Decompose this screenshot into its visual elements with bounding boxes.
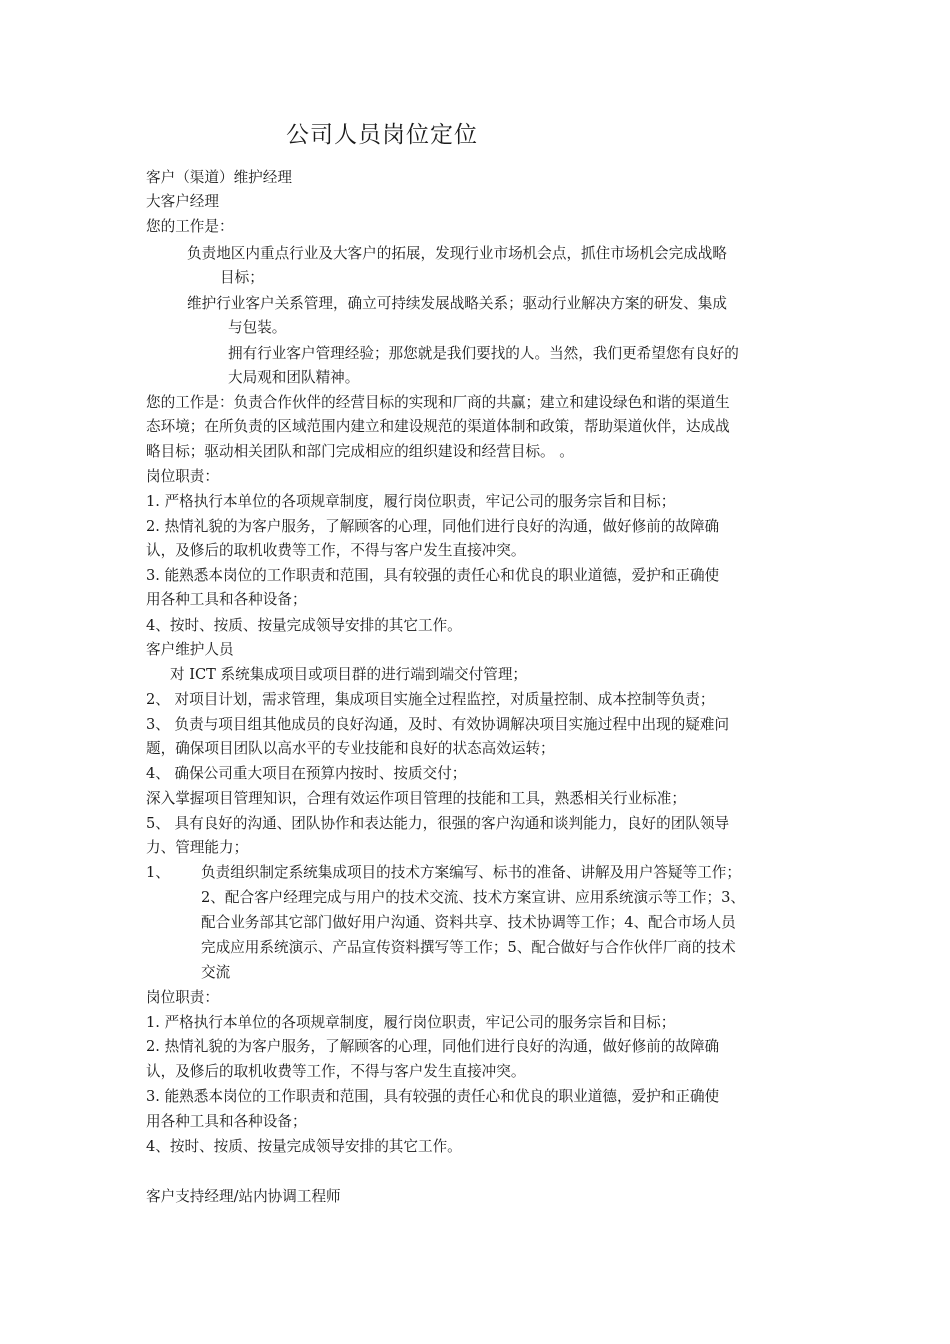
- list-item: 3. 能熟悉本岗位的工作职责和范围，具有较强的责任心和优良的职业道德，爱护和正确使: [146, 1088, 720, 1105]
- list-marker: 1、: [146, 864, 170, 881]
- list-item: 2、 对项目计划，需求管理，集成项目实施全过程监控，对质量控制、成本控制等负责；: [146, 691, 715, 708]
- paragraph-line: 目标；: [220, 269, 264, 286]
- list-item: 认，及修后的取机收费等工作，不得与客户发生直接冲突。: [146, 1063, 526, 1080]
- paragraph-line: 您的工作是：: [146, 218, 234, 235]
- section-heading: 岗位职责：: [146, 468, 219, 485]
- list-item: 1. 严格执行本单位的各项规章制度，履行岗位职责，牢记公司的服务宗旨和目标；: [146, 1014, 676, 1031]
- list-item: 力、管理能力；: [146, 839, 249, 856]
- list-item: 负责组织制定系统集成项目的技术方案编写、标书的准备、讲解及用户答疑等工作；: [201, 864, 741, 881]
- list-item: 用各种工具和各种设备；: [146, 1113, 307, 1130]
- list-item: 配合业务部其它部门做好用户沟通、资料共享、技术协调等工作；4、配合市场人员: [201, 914, 736, 931]
- section-heading: 岗位职责：: [146, 989, 219, 1006]
- section-heading: 大客户经理: [146, 193, 219, 210]
- list-item: 对 ICT 系统集成项目或项目群的进行端到端交付管理；: [170, 666, 528, 683]
- list-item: 用各种工具和各种设备；: [146, 591, 307, 608]
- list-item: 4、按时、按质、按量完成领导安排的其它工作。: [146, 1138, 462, 1155]
- list-item: 2、配合客户经理完成与用户的技术交流、技术方案宣讲、应用系统演示等工作；3、: [201, 889, 745, 906]
- list-item: 2. 热情礼貌的为客户服务，了解顾客的心理，同他们进行良好的沟通，做好修前的故障确: [146, 518, 720, 535]
- list-item: 交流: [201, 964, 231, 981]
- list-item: 4、按时、按质、按量完成领导安排的其它工作。: [146, 617, 462, 634]
- page-title: 公司人员岗位定位: [286, 122, 478, 148]
- paragraph-line: 态环境；在所负责的区域范围内建立和建设规范的渠道体制和政策，帮助渠道伙伴，达成战: [146, 418, 730, 435]
- section-heading: 客户维护人员: [146, 641, 234, 658]
- section-heading: 客户（渠道）维护经理: [146, 169, 292, 186]
- paragraph-line: 拥有行业客户管理经验；那您就是我们要找的人。当然，我们更希望您有良好的: [228, 345, 739, 362]
- paragraph-line: 大局观和团队精神。: [228, 369, 360, 386]
- paragraph-line: 您的工作是：负责合作伙伴的经营目标的实现和厂商的共赢；建立和建设绿色和谐的渠道生: [146, 394, 730, 411]
- list-item: 3、 负责与项目组其他成员的良好沟通，及时、有效协调解决项目实施过程中出现的疑难问: [146, 716, 730, 733]
- list-item: 题，确保项目团队以高水平的专业技能和良好的状态高效运转；: [146, 740, 555, 757]
- list-item: 5、 具有良好的沟通、团队协作和表达能力，很强的客户沟通和谈判能力，良好的团队领导: [146, 815, 730, 832]
- paragraph-line: 负责地区内重点行业及大客户的拓展，发现行业市场机会点，抓住市场机会完成战略: [187, 245, 727, 262]
- section-heading: 客户支持经理/站内协调工程师: [146, 1188, 341, 1205]
- list-item: 1. 严格执行本单位的各项规章制度，履行岗位职责，牢记公司的服务宗旨和目标；: [146, 493, 676, 510]
- paragraph-line: 维护行业客户关系管理，确立可持续发展战略关系；驱动行业解决方案的研发、集成: [187, 295, 727, 312]
- paragraph-line: 深入掌握项目管理知识，合理有效运作项目管理的技能和工具，熟悉相关行业标准；: [146, 790, 686, 807]
- list-item: 4、 确保公司重大项目在预算内按时、按质交付；: [146, 765, 467, 782]
- list-item: 2. 热情礼貌的为客户服务，了解顾客的心理，同他们进行良好的沟通，做好修前的故障确: [146, 1038, 720, 1055]
- list-item: 3. 能熟悉本岗位的工作职责和范围，具有较强的责任心和优良的职业道德，爱护和正确使: [146, 567, 720, 584]
- paragraph-line: 与包装。: [228, 319, 287, 336]
- list-item: 认，及修后的取机收费等工作，不得与客户发生直接冲突。: [146, 542, 526, 559]
- list-item: 完成应用系统演示、产品宣传资料撰写等工作；5、配合做好与合作伙伴厂商的技术: [201, 939, 736, 956]
- paragraph-line: 略目标；驱动相关团队和部门完成相应的组织建设和经营目标。 。: [146, 443, 574, 460]
